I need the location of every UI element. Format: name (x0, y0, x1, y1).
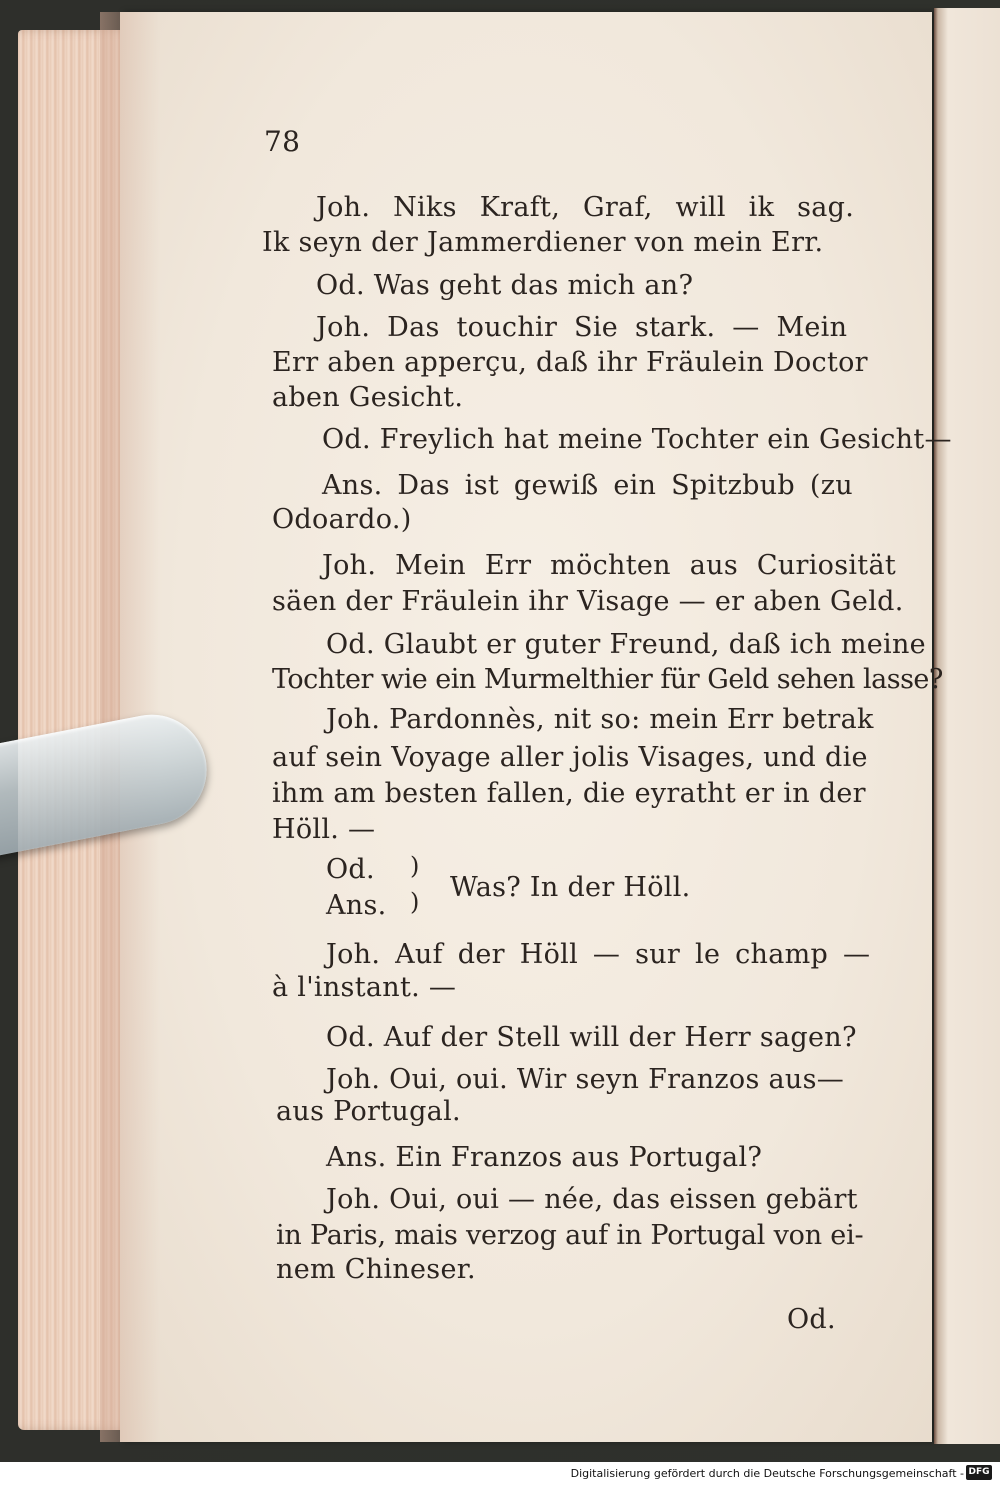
text-line: auf sein Voyage aller jolis Visages, und die (272, 742, 868, 773)
text-line: nem Chineser. (276, 1254, 476, 1285)
text-line: Joh. Niks Kraft, Graf, will ik sag. (316, 192, 855, 223)
text-line: Joh. Auf der Höll — sur le champ — (326, 939, 871, 970)
text-line: Od. Was geht das mich an? (316, 270, 694, 301)
brace-bottom: ) (410, 888, 420, 916)
text-line: Odoardo.) (272, 504, 412, 535)
text-line: Ans. Das ist gewiß ein Spitzbub (zu (322, 470, 853, 501)
text-line: Höll. — (272, 814, 376, 845)
text-line: Joh. Pardonnès, nit so: mein Err betrak (326, 704, 874, 735)
text-line: Od. Freylich hat meine Tochter ein Gesicht— (322, 424, 952, 455)
funding-credit: Digitalisierung gefördert durch die Deutsche Forschungsgemeinschaft - (570, 1467, 964, 1480)
text-line: in Paris, mais verzog auf in Portugal von ei- (276, 1220, 864, 1251)
text-line: Was? In der Höll. (450, 872, 691, 903)
page-number: 78 (264, 125, 301, 158)
text-line: Tochter wie ein Murmelthier für Geld sehen lasse? (272, 664, 943, 695)
text-line: aben Gesicht. (272, 382, 464, 413)
text-line: Od. Auf der Stell will der Herr sagen? (326, 1022, 857, 1053)
text-line: Ik seyn der Jammerdiener von mein Err. (262, 227, 824, 258)
brace-top: ) (410, 852, 420, 880)
text-line: Joh. Oui, oui — née, das eissen gebärt (326, 1184, 858, 1215)
text-line: Od. Glaubt er guter Freund, daß ich meine (326, 629, 926, 660)
text-line: säen der Fräulein ihr Visage — er aben Geld. (272, 586, 904, 617)
text-line: ihm am besten fallen, die eyratht er in der (272, 778, 866, 809)
text-line: Joh. Oui, oui. Wir seyn Franzos aus— (326, 1064, 845, 1095)
speaker-label: Od. (326, 854, 375, 885)
dfg-logo: DFG (966, 1465, 992, 1480)
text-line: Err aben apperçu, daß ihr Fräulein Doctor (272, 347, 868, 378)
next-page-edge (934, 8, 1000, 1444)
text-line: aus Portugal. (276, 1096, 461, 1127)
text-line: Joh. Mein Err möchten aus Curiosität (322, 550, 896, 581)
text-line: Joh. Das touchir Sie stark. — Mein (316, 312, 848, 343)
catchword: Od. (787, 1304, 836, 1335)
speaker-label: Ans. (326, 890, 387, 921)
text-line: Ans. Ein Franzos aus Portugal? (326, 1142, 763, 1173)
text-line: à l'instant. — (272, 972, 457, 1003)
